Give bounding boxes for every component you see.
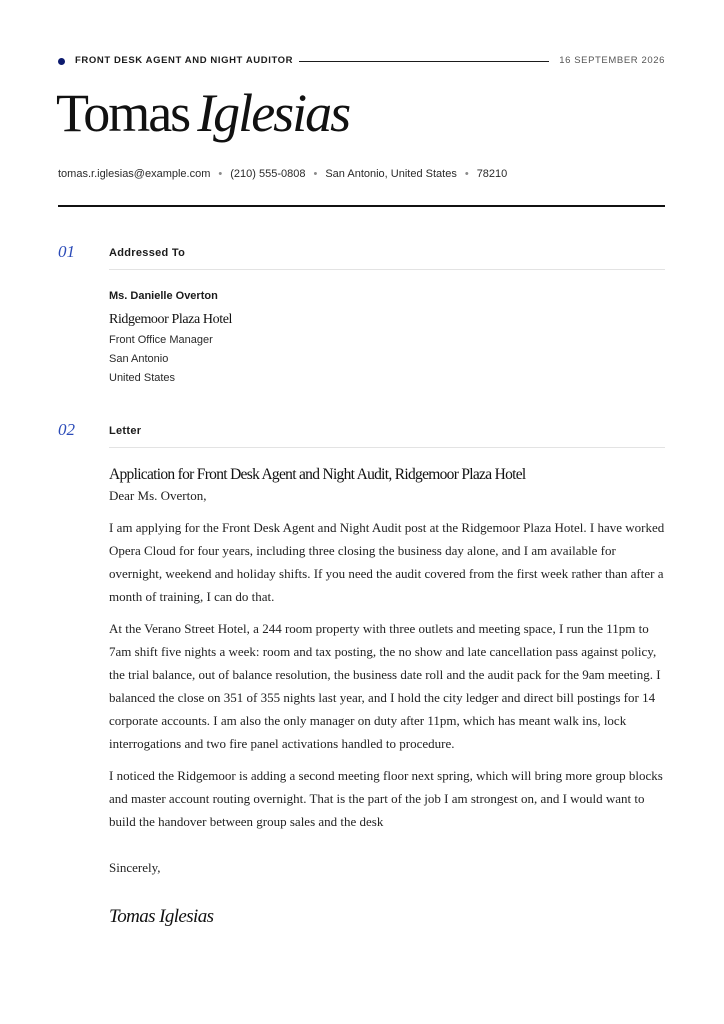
signature: Tomas Iglesias: [109, 906, 214, 927]
first-name: Tomas: [56, 83, 190, 143]
section-number: 02: [58, 420, 75, 439]
recipient-block: [109, 290, 609, 391]
contact-zip: 78210: [476, 168, 508, 180]
separator-dot: •: [464, 168, 469, 180]
header-divider: [299, 61, 549, 62]
letter-paragraph: At the Verano Street Hotel, a 244 room property with three outlets and meeting space, I run the 11pm to 7am shift five nights a week: room and tax posting, the no show and late cancellation pass against policy, the trial balance, out of balance resolution, the business date roll and the audit pack for the 9am meeting. I balanced the close on 351 of 355 nights last year, and I hold the city ledger and direct bill postings for 14 corporate accounts. I am also the only manager on duty after 11pm, which has meant walk ins, lock interrogations and two fire panel activations handled to procedure.: [109, 621, 661, 751]
section-title-addressed-to: Addressed To: [109, 247, 186, 259]
section-divider: [109, 269, 665, 270]
letter-paragraph: I am applying for the Front Desk Agent and Night Audit post at the Ridgemoor Plaza Hotel. I have worked Opera Cloud for four years, including three closing the business day alone, and I am available for overnight, weekend and holiday shifts. If you need the audit covered from the first week rather than after a month of training, I can do that.: [109, 520, 665, 604]
contact-location: San Antonio, United States: [325, 168, 457, 180]
recipient-name: Ms. Danielle Overton: [109, 290, 218, 302]
applicant-name: [56, 83, 350, 143]
letter-salutation: Dear Ms. Overton,: [109, 488, 207, 503]
last-name: Iglesias: [197, 83, 350, 143]
section-divider: [109, 447, 665, 448]
contact-line: [58, 168, 507, 180]
letter-subject: Application for Front Desk Agent and Night Audit, Ridgemoor Plaza Hotel: [109, 466, 526, 483]
letter-paragraph: I noticed the Ridgemoor is adding a second meeting floor next spring, which will bring more group blocks and master account routing overnight. That is the part of the job I am strongest on, and I would want to build the handover between group sales and the desk: [109, 768, 663, 829]
separator-dot: •: [313, 168, 318, 180]
letter-closing: Sincerely,: [109, 860, 161, 875]
header-rule: [58, 205, 665, 207]
section-title-letter: Letter: [109, 425, 142, 437]
recipient-city: San Antonio: [109, 353, 169, 365]
recipient-country: United States: [109, 372, 176, 384]
section-number: 01: [58, 242, 75, 261]
contact-phone[interactable]: (210) 555-0808: [230, 168, 306, 180]
recipient-company: Ridgemoor Plaza Hotel: [109, 312, 233, 327]
recipient-title: Front Office Manager: [109, 334, 213, 346]
header-topline: [58, 55, 665, 69]
role-title: FRONT DESK AGENT AND NIGHT AUDITOR: [75, 55, 294, 66]
accent-dot-icon: [58, 58, 65, 65]
letter-date: 16 SEPTEMBER 2026: [559, 55, 665, 66]
letter-body: [109, 466, 665, 928]
separator-dot: •: [218, 168, 223, 180]
contact-email[interactable]: tomas.r.iglesias@example.com: [58, 168, 211, 180]
